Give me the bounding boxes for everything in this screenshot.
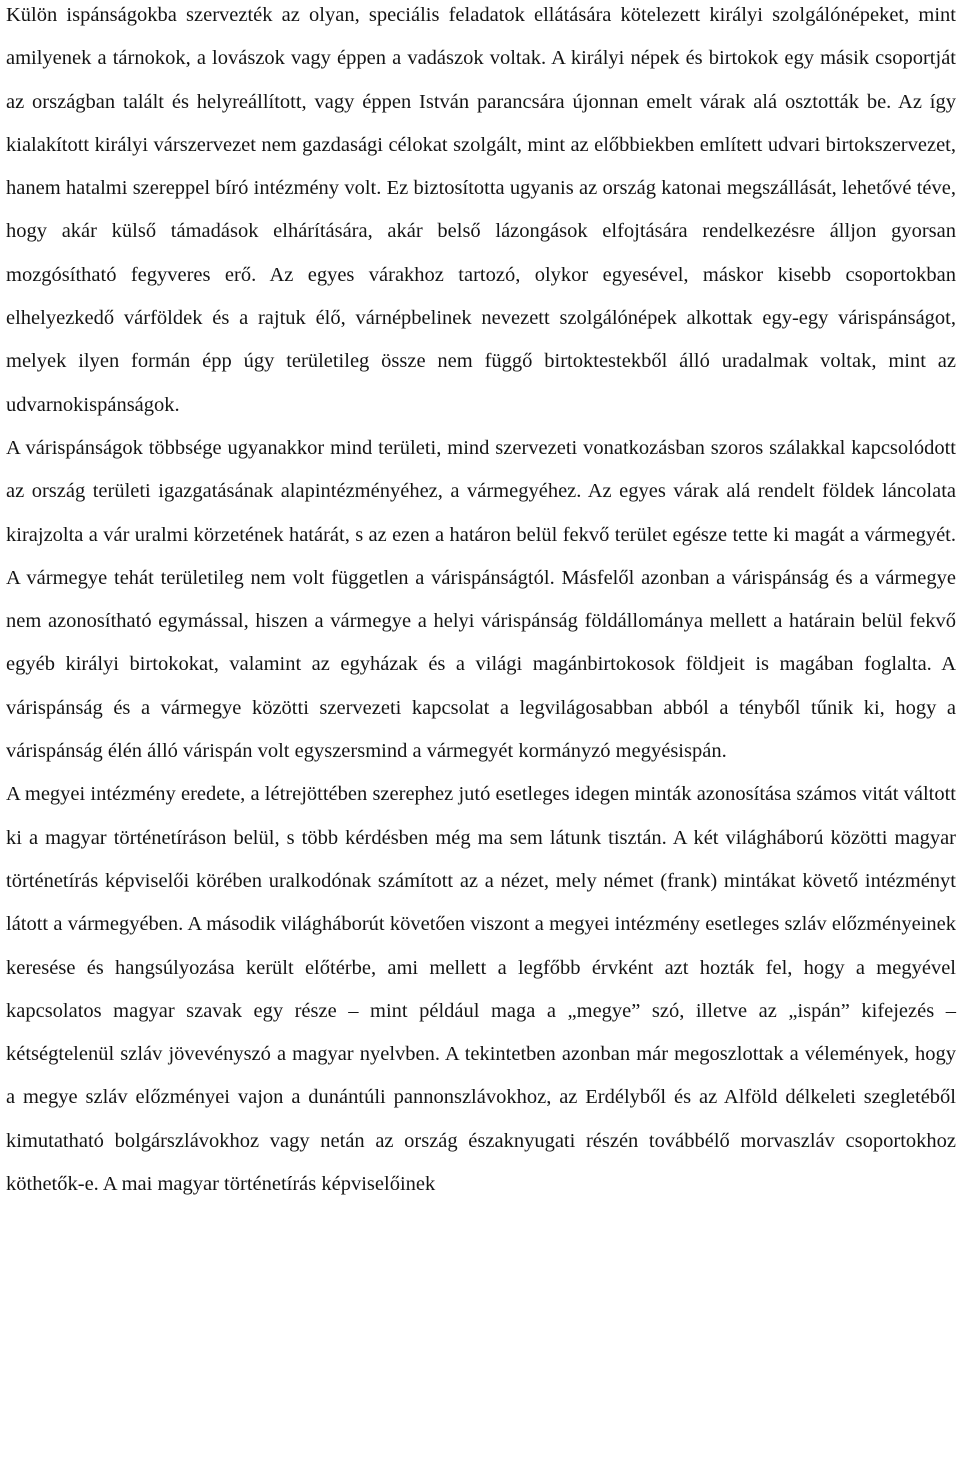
paragraph-3: A megyei intézmény eredete, a létrejöttében szerephez jutó esetleges idegen minták azonosítása számos vitát váltott ki a magyar történetíráson belül, s több kérdésben még ma sem látunk tisztán. A két világháború közötti magyar történetírás képviselői körében uralkodónak számított az a nézet, mely német (frank) mintákat követő intézményt látott a vármegyében. A második világháborút követően viszont a megyei intézmény esetleges szláv előzményeinek keresése és hangsúlyozása került előtérbe, ami mellett a legfőbb érvként azt hozták fel, hogy a megyével kapcsolatos magyar szavak egy része – mint például maga a „megye” szó, illetve az „ispán” kifejezés – kétségtelenül szláv jövevényszó a magyar nyelvben. A tekintetben azonban már megoszlottak a vélemények, hogy a megye szláv előzményei vajon a dunántúli pannonszlávokhoz, az Erdélyből és az Alföld délkeleti szegletéből kimutatható bolgárszlávokhoz vagy netán az ország északnyugati részén továbbélő morvaszláv csoportokhoz köthetők-e. A mai magyar történetírás képviselőinek [6, 783, 956, 1196]
paragraph-2: A várispánságok többsége ugyanakkor mind területi, mind szervezeti vonatkozásban szoros szálakkal kapcsolódott az ország területi igazgatásának alapintézményéhez, a vármegyéhez. Az egyes várak alá rendelt földek láncolata kirajzolta a vár uralmi körzetének határát, s az ezen a határon belül fekvő terület egésze tette ki magát a vármegyét. A vármegye tehát területileg nem volt független a várispánságtól. Másfelől azonban a várispánság és a vármegye nem azonosítható egymással, hiszen a vármegye a helyi várispánság földállománya mellett a határain belül fekvő egyéb királyi birtokokat, valamint az egyházak és a világi magánbirtokosok földjeit is magában foglalta. A várispánság és a vármegye közötti szervezeti kapcsolat a legvilágosabban abból a tényből tűnik ki, hogy a várispánság élén álló várispán volt egyszersmind a vármegyét kormányzó megyésispán. [6, 436, 956, 763]
paragraph-1: Külön ispánságokba szervezték az olyan, speciális feladatok ellátására kötelezett királyi szolgálónépeket, mint amilyenek a tárnokok, a lovászok vagy éppen a vadászok voltak. A királyi népek és birtokok egy másik csoportját az országban talált és helyreállított, vagy éppen István parancsára újonnan emelt várak alá osztották be. Az így kialakított királyi várszervezet nem gazdasági célokat szolgált, mint az előbbiekben említett udvari birtokszervezet, hanem hatalmi szereppel bíró intézmény volt. Ez biztosította ugyanis az ország katonai megszállását, lehetővé téve, hogy akár külső támadások elhárítására, akár belső lázongások elfojtására rendelkezésre álljon gyorsan mozgósítható fegyveres erő. Az egyes várakhoz tartozó, olykor egyesével, máskor kisebb csoportokban elhelyezkedő várföldek és a rajtuk élő, várnépbelinek nevezett szolgálónépek alkottak egy-egy várispánságot, melyek ilyen formán épp úgy területileg össze nem függő birtoktestekből álló uradalmak voltak, mint az udvarnokispánságok. [6, 4, 956, 416]
